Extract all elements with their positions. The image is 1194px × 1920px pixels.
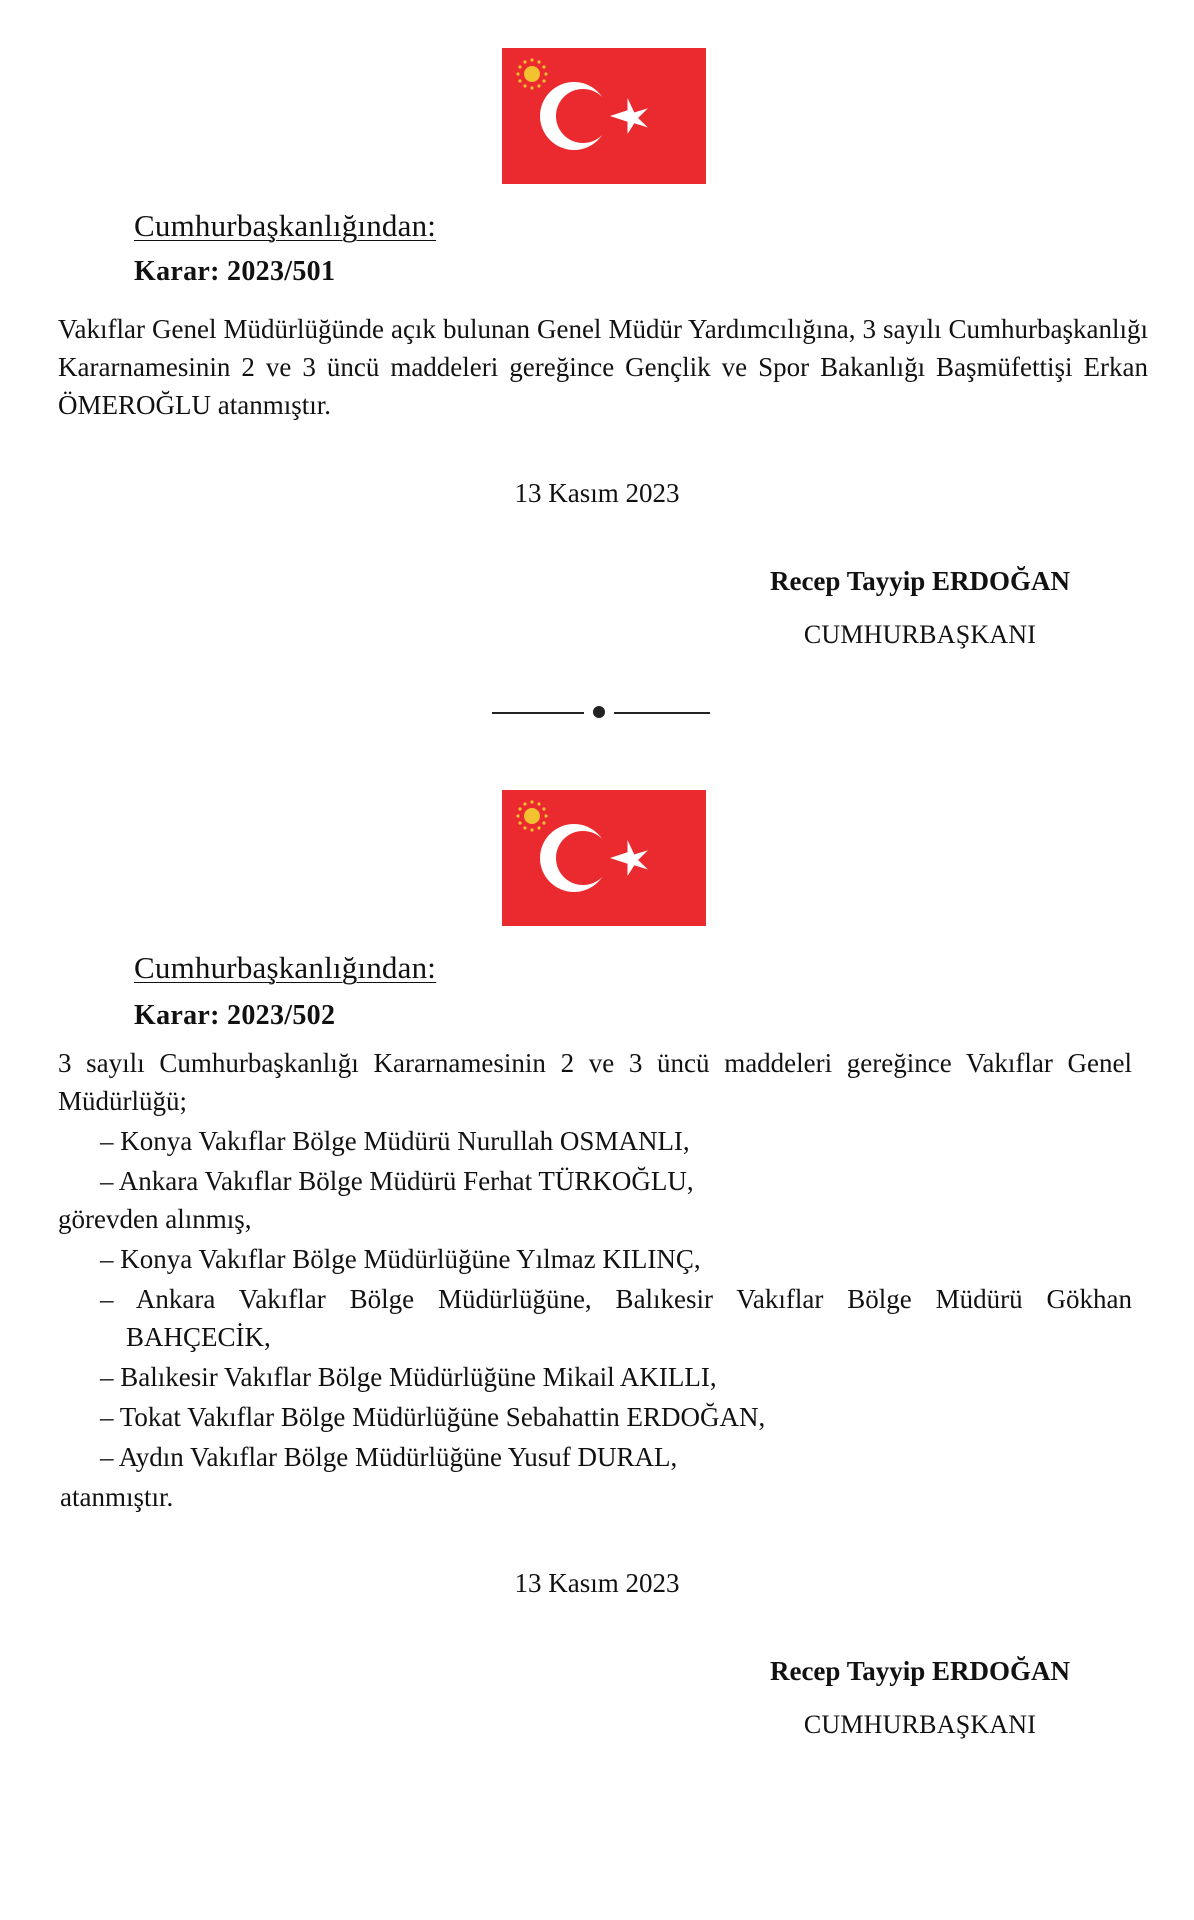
turkish-presidential-flag-icon	[502, 790, 706, 926]
dismissed-item-2: – Ankara Vakıflar Bölge Müdürü Ferhat TÜRKOĞLU,	[100, 1166, 694, 1196]
dismissed-suffix: görevden alınmış,	[58, 1204, 252, 1234]
decree-1-date: 13 Kasım 2023	[514, 478, 680, 508]
decree-2-number: Karar: 2023/502	[134, 1000, 336, 1031]
appointed-item-2-line-1: – Ankara Vakıflar Bölge Müdürlüğüne, Balıkesir Vakıflar Bölge Müdürü Gökhan	[100, 1284, 1132, 1314]
decree-1-number: Karar: 2023/501	[134, 256, 336, 287]
appointed-item-4: – Tokat Vakıflar Bölge Müdürlüğüne Sebahattin ERDOĞAN,	[100, 1402, 766, 1432]
separator-line-right	[614, 712, 710, 714]
appointed-item-1: – Konya Vakıflar Bölge Müdürlüğüne Yılmaz KILINÇ,	[100, 1244, 701, 1274]
decree-1-heading: Cumhurbaşkanlığından:	[134, 208, 437, 243]
decree-2-date: 13 Kasım 2023	[514, 1568, 680, 1598]
section-separator	[480, 700, 720, 724]
decree-1-signer-title: CUMHURBAŞKANI	[803, 620, 1037, 649]
appointed-item-5: – Aydın Vakıflar Bölge Müdürlüğüne Yusuf DURAL,	[100, 1442, 678, 1472]
decree-2-heading: Cumhurbaşkanlığından:	[134, 950, 437, 985]
dismissed-item-1: – Konya Vakıflar Bölge Müdürü Nurullah OSMANLI,	[100, 1126, 690, 1156]
appointed-item-2-line-2: BAHÇECİK,	[126, 1322, 271, 1352]
decree-1-body: Vakıflar Genel Müdürlüğünde açık bulunan Genel Müdür Yardımcılığına, 3 sayılı Cumhurbaşkanlığı Kararnamesinin 2 ve 3 üncü maddeleri gereğince Gençlik ve Spor Bakanlığı Başmüfettişi Erkan ÖMEROĞLU atanmıştır.	[58, 314, 1148, 420]
appointed-suffix: atanmıştır.	[60, 1482, 174, 1512]
decree-1-signer-name: Recep Tayyip ERDOĞAN	[769, 566, 1071, 596]
turkish-presidential-flag-icon	[502, 48, 706, 184]
appointed-item-3: – Balıkesir Vakıflar Bölge Müdürlüğüne Mikail AKILLI,	[100, 1362, 717, 1392]
separator-dot	[593, 706, 605, 718]
decree-2-signer-name: Recep Tayyip ERDOĞAN	[769, 1656, 1071, 1686]
decree-2-signer-title: CUMHURBAŞKANI	[803, 1710, 1037, 1739]
decree-2-intro-line-2: Müdürlüğü;	[58, 1086, 188, 1116]
decree-2-intro-line-1: 3 sayılı Cumhurbaşkanlığı Kararnamesinin 2 ve 3 üncü maddeleri gereğince Vakıflar Genel	[58, 1048, 1132, 1078]
separator-line-left	[492, 712, 584, 714]
